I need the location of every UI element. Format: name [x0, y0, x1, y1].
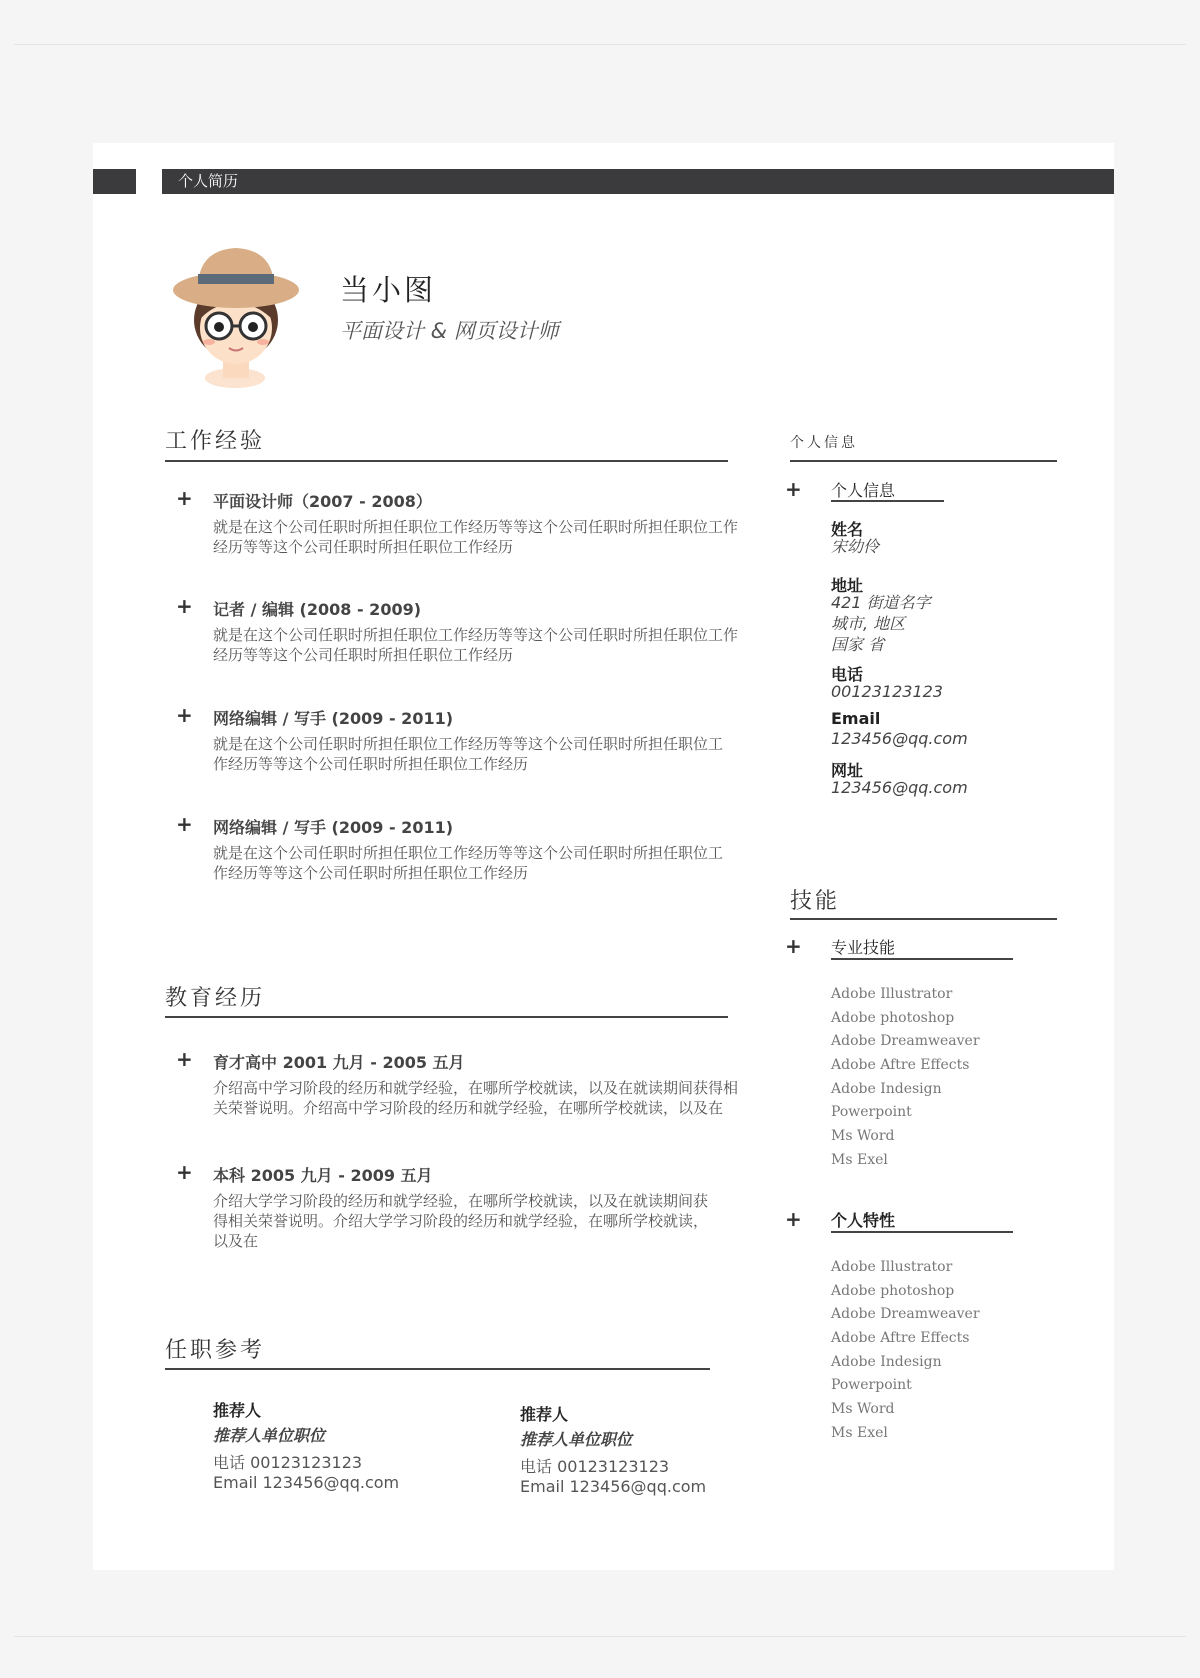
profile-name: 当小图 [340, 273, 437, 307]
work-item-title: 网络编辑 / 写手 (2009 - 2011) [213, 818, 454, 837]
education-item-title: 本科 2005 九月 - 2009 五月 [213, 1166, 433, 1185]
skill-item: Ms Word [831, 1128, 895, 1144]
info-name-label: 姓名 [831, 520, 864, 539]
skill-item: Adobe Indesign [831, 1081, 942, 1097]
personal-heading-line [790, 460, 1057, 462]
header-bar-accent [93, 169, 136, 194]
info-name-value: 宋幼伶 [831, 537, 880, 556]
personal-sub-line [831, 500, 944, 502]
reference-email: Email 123456@qq.com [520, 1477, 707, 1496]
reference-position: 推荐人单位职位 [520, 1430, 633, 1449]
skills-heading-line [790, 918, 1057, 920]
trait-item: Adobe Aftre Effects [831, 1330, 970, 1346]
trait-item: Adobe photoshop [831, 1283, 955, 1299]
pro-skills-heading: 专业技能 [831, 938, 896, 957]
skill-item: Powerpoint [831, 1104, 912, 1120]
info-address-line: 421 街道名字 [831, 593, 931, 612]
work-heading-line [165, 460, 728, 462]
bottom-divider [14, 1636, 1186, 1637]
skill-item: Adobe Dreamweaver [831, 1033, 980, 1049]
work-item-desc: 就是在这个公司任职时所担任职位工作经历等等这个公司任职时所担任职位工作经历等等这个公司任职时所担任职位工作经历 [213, 626, 739, 664]
traits-heading: 个人特性 [831, 1211, 896, 1230]
info-phone-label: 电话 [831, 665, 864, 684]
education-item-desc: 介绍高中学习阶段的经历和就学经验，在哪所学校就读，以及在就读期间获得相关荣誉说明。介绍高中学习阶段的经历和就学经验，在哪所学校就读，以及在 [213, 1079, 739, 1117]
education-heading: 教育经历 [165, 986, 266, 1011]
trait-item: Adobe Illustrator [831, 1259, 953, 1275]
plus-icon[interactable]: + [785, 1207, 802, 1231]
reference-email: Email 123456@qq.com [213, 1473, 400, 1492]
work-item-title: 平面设计师（2007 - 2008） [213, 492, 432, 511]
work-heading: 工作经验 [165, 429, 266, 454]
plus-icon[interactable]: + [785, 477, 802, 501]
header-bar-label: 个人简历 [178, 172, 239, 190]
work-item-title: 网络编辑 / 写手 (2009 - 2011) [213, 709, 454, 728]
reference-name: 推荐人 [520, 1405, 569, 1424]
avatar-illustration [173, 238, 305, 388]
skill-item: Adobe Aftre Effects [831, 1057, 970, 1073]
plus-icon[interactable]: + [176, 486, 193, 510]
plus-icon[interactable]: + [785, 934, 802, 958]
header-bar [162, 169, 1114, 194]
top-divider [14, 44, 1186, 45]
info-address-line: 国家 省 [831, 635, 885, 654]
info-address-line: 城市, 地区 [831, 614, 906, 633]
reference-name: 推荐人 [213, 1401, 262, 1420]
references-heading-line [165, 1368, 710, 1370]
education-item-title: 育才高中 2001 九月 - 2005 五月 [213, 1053, 465, 1072]
education-item-desc: 介绍大学学习阶段的经历和就学经验，在哪所学校就读，以及在就读期间获得相关荣誉说明。介绍大学学习阶段的经历和就学经验，在哪所学校就读，以及在 [213, 1192, 709, 1250]
personal-sub-heading: 个人信息 [831, 481, 896, 500]
trait-item: Adobe Indesign [831, 1354, 942, 1370]
skill-item: Adobe Illustrator [831, 986, 953, 1002]
info-phone-value: 00123123123 [831, 682, 943, 701]
info-address-label: 地址 [831, 576, 864, 595]
skill-item: Ms Exel [831, 1152, 888, 1168]
reference-card [213, 1398, 399, 1492]
resume-page [93, 143, 1114, 1570]
plus-icon[interactable]: + [176, 594, 193, 618]
trait-item: Ms Word [831, 1401, 895, 1417]
work-item-desc: 就是在这个公司任职时所担任职位工作经历等等这个公司任职时所担任职位工作经历等等这个公司任职时所担任职位工作经历 [213, 518, 739, 556]
reference-phone: 电话 00123123123 [520, 1457, 670, 1476]
info-web-label: 网址 [831, 761, 864, 780]
traits-line [831, 1231, 1013, 1233]
education-heading-line [165, 1016, 728, 1018]
info-email-label: Email [831, 709, 881, 728]
reference-phone: 电话 00123123123 [213, 1453, 363, 1472]
reference-card [520, 1402, 706, 1496]
trait-item: Ms Exel [831, 1425, 888, 1441]
skill-item: Adobe photoshop [831, 1010, 955, 1026]
profile-title: 平面设计 & 网页设计师 [340, 319, 559, 343]
plus-icon[interactable]: + [176, 1047, 193, 1071]
plus-icon[interactable]: + [176, 812, 193, 836]
trait-item: Powerpoint [831, 1377, 912, 1393]
reference-position: 推荐人单位职位 [213, 1426, 326, 1445]
plus-icon[interactable]: + [176, 1160, 193, 1184]
work-item-title: 记者 / 编辑 (2008 - 2009) [213, 600, 422, 619]
trait-item: Adobe Dreamweaver [831, 1306, 980, 1322]
work-item-desc: 就是在这个公司任职时所担任职位工作经历等等这个公司任职时所担任职位工作经历等等这个公司任职时所担任职位工作经历 [213, 844, 724, 882]
work-item-desc: 就是在这个公司任职时所担任职位工作经历等等这个公司任职时所担任职位工作经历等等这个公司任职时所担任职位工作经历 [213, 735, 724, 773]
info-web-value: 123456@qq.com [831, 778, 968, 797]
references-heading: 任职参考 [165, 1338, 266, 1363]
personal-heading: 个人信息 [790, 435, 858, 451]
skills-heading: 技能 [790, 889, 841, 914]
plus-icon[interactable]: + [176, 703, 193, 727]
info-email-value: 123456@qq.com [831, 729, 968, 748]
pro-skills-line [831, 958, 1013, 960]
